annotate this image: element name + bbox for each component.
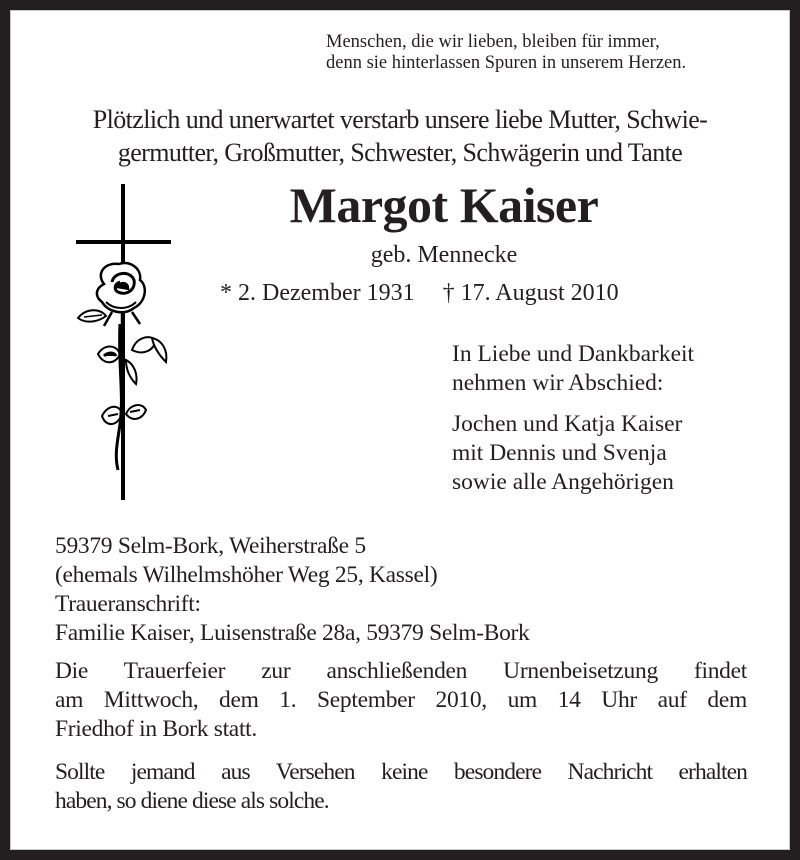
intro-line: germutter, Großmutter, Schwester, Schwägerin und Tante [117, 138, 683, 167]
birth-name: geb. Mennecke [370, 242, 518, 268]
farewell-line: nehmen wir Abschied: [452, 370, 664, 396]
notice-line: Sollte jemand aus Versehen keine besondere Nachricht erhalten [55, 759, 747, 785]
farewell-line: In Liebe und Dankbarkeit [452, 341, 695, 367]
ceremony-line: Die Trauerfeier zur anschließenden Urnenbeisetzung findet [55, 658, 747, 684]
address-line: Traueranschrift: [55, 591, 201, 617]
motto-line: Menschen, die wir lieben, bleiben für immer, [326, 32, 660, 52]
motto-line: denn sie hinterlassen Spuren in unserem Herzen. [326, 53, 687, 73]
death-date: † 17. August 2010 [442, 280, 619, 306]
closing-notice [55, 758, 747, 816]
life-dates [220, 278, 619, 308]
farewell-text [452, 340, 694, 398]
notice-line: haben, so diene diese als solche. [55, 788, 329, 814]
mourner-line: Jochen und Katja Kaiser [452, 411, 683, 437]
intro-line: Plötzlich und unerwartet verstarb unsere liebe Mutter, Schwie- [92, 105, 708, 134]
address-line: 59379 Selm-Bork, Weiherstraße 5 [55, 533, 366, 559]
announcement-intro [0, 103, 800, 169]
ceremony-line: am Mittwoch, dem 1. September 2010, um 14 Uhr auf dem [55, 687, 747, 713]
mourner-line: mit Dennis und Svenja [452, 440, 667, 466]
ceremony-details [55, 657, 747, 744]
mourners-list [452, 410, 682, 497]
address-line: Familie Kaiser, Luisenstraße 28a, 59379 Selm-Bork [55, 620, 530, 646]
address-block [55, 532, 530, 648]
mourner-line: sowie alle Angehörigen [452, 469, 674, 495]
deceased-name: Margot Kaiser [289, 177, 599, 233]
address-line: (ehemals Wilhelmshöher Weg 25, Kassel) [55, 562, 438, 588]
birth-date: * 2. Dezember 1931 [220, 280, 415, 306]
motto-quote [326, 32, 686, 74]
ceremony-line: Friedhof in Bork statt. [55, 716, 257, 742]
